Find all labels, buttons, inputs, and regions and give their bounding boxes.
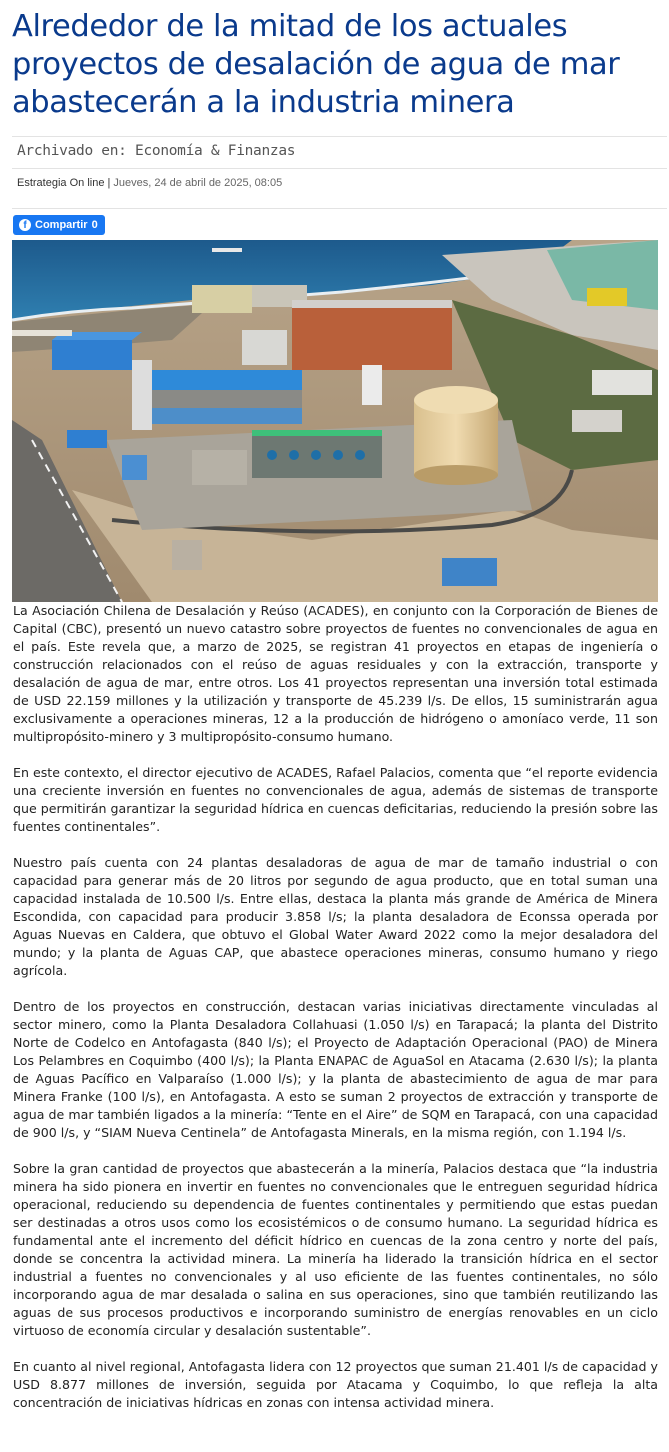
- archived-prefix: Archivado en:: [17, 143, 136, 159]
- paragraph: Sobre la gran cantidad de proyectos que abastecerán a la minería, Palacios destaca que “la industria minera ha sido pionera en invertir en fuentes no convencionales que le entreguen seguridad hídrica operacional, reduciendo su dependencia de fuentes continentales y permitiendo que estas puedan ser destinadas a otros usos como los ecosistémicos o de consumo humano. La seguridad hídrica es fundamental ante el incremento del déficit hídrico en cuencas de la zona centro y norte del país, donde se concentra la actividad minera. La minería ha liderado la transición hídrica en el sector industrial a fuentes no convencionales y al uso eficiente de las fuentes continentales, no sólo incorporando agua de mar desalada o salina en sus operaciones, sino que también reutilizando las aguas de sus procesos productivos e incorporando suministro de energías renovables en un ciclo virtuoso de economía circular y desalación sustentable”.: [13, 1161, 658, 1338]
- category-link[interactable]: Economía & Finanzas: [135, 143, 296, 159]
- author: Estrategia On line: [17, 177, 105, 189]
- publish-date: Jueves, 24 de abril de 2025, 08:05: [113, 177, 283, 189]
- header-divider-middle: [12, 168, 667, 169]
- facebook-icon: f: [19, 219, 31, 231]
- archived-in: [17, 143, 295, 159]
- share-count: 0: [91, 219, 98, 231]
- header-divider-bottom: [12, 208, 667, 209]
- paragraph: La Asociación Chilena de Desalación y Reúso (ACADES), en conjunto con la Corporación de Bienes de Capital (CBC), presentó un nuevo catastro sobre proyectos de fuentes no convencionales de agua en el país. Este revela que, a marzo de 2025, se registran 41 proyectos en etapas de ingeniería o construcción relacionados con el reúso de aguas residuales y con la extracción, transporte y desalación de agua de mar, entre otros. Los 41 proyectos representan una inversión total estimada de USD 22.159 millones y la utilización y transporte de 45.239 l/s. De ellos, 15 suministrarán agua exclusivamente a operaciones mineras, 12 a la producción de hidrógeno o amoníaco verde, 11 son multipropósito-minero y 3 multipropósito-consumo humano.: [13, 603, 658, 744]
- byline: [17, 177, 282, 189]
- paragraph: En este contexto, el director ejecutivo de ACADES, Rafael Palacios, comenta que “el reporte evidencia una creciente inversión en fuentes no convencionales de agua, además de sistemas de transporte que permitirán garantizar la seguridad hídrica en cuencas deficitarias, reduciendo la presión sobre las fuentes continentales”.: [13, 765, 658, 834]
- article-body: [13, 602, 658, 1430]
- article-photo: [12, 240, 658, 602]
- paragraph: Nuestro país cuenta con 24 plantas desaladoras de agua de mar de tamaño industrial o con capacidad para generar más de 20 litros por segundo de agua producto, que en total suman una capacidad instalada de 10.500 l/s. Entre ellas, destaca la planta más grande de América de Minera Escondida, con capacidad para producir 3.858 l/s; la planta desaladora de Econssa operada por Aguas Nuevas en Caldera, que obtuvo el Global Water Award 2022 como la mejor desaladora del mundo; y la planta de Aguas CAP, que abastece operaciones mineras, consumo humano y riego agrícola.: [13, 855, 658, 978]
- share-label: Compartir: [35, 219, 88, 231]
- header-divider-top: [12, 136, 667, 137]
- paragraph: Dentro de los proyectos en construcción, destacan varias iniciativas directamente vinculadas al sector minero, como la Planta Desaladora Collahuasi (1.050 l/s) en Tarapacá; la planta del Distrito Norte de Codelco en Antofagasta (840 l/s); el Proyecto de Adaptación Operacional (PAO) de Minera Los Pelambres en Coquimbo (400 l/s); la Planta ENAPAC de AguaSol en Atacama (2.630 l/s); la planta de Aguas Pacífico en Valparaíso (1.000 l/s); y la planta de abastecimiento de agua de mar para Minera Franke (100 l/s), en Antofagasta. A esto se suman 2 proyectos de extracción y transporte de agua de mar también ligados a la minería: “Tente en el Aire” de SQM en Tarapacá, con una capacidad de 900 l/s, y “SIAM Nueva Centinela” de Antofagasta Minerals, en la misma región, con 1.194 l/s.: [13, 999, 658, 1140]
- paragraph: En cuanto al nivel regional, Antofagasta lidera con 12 proyectos que suman 21.401 l/s de capacidad y USD 8.877 millones de inversión, seguida por Atacama y Coquimbo, lo que refleja la alta concentración de iniciativas hídricas en zonas con intensa actividad minera.: [13, 1359, 658, 1410]
- article-headline: Alrededor de la mitad de los actuales proyectos de desalación de agua de mar abastecerán a la industria minera: [12, 9, 620, 120]
- facebook-share-button[interactable]: [13, 215, 105, 235]
- byline-separator: |: [104, 177, 114, 189]
